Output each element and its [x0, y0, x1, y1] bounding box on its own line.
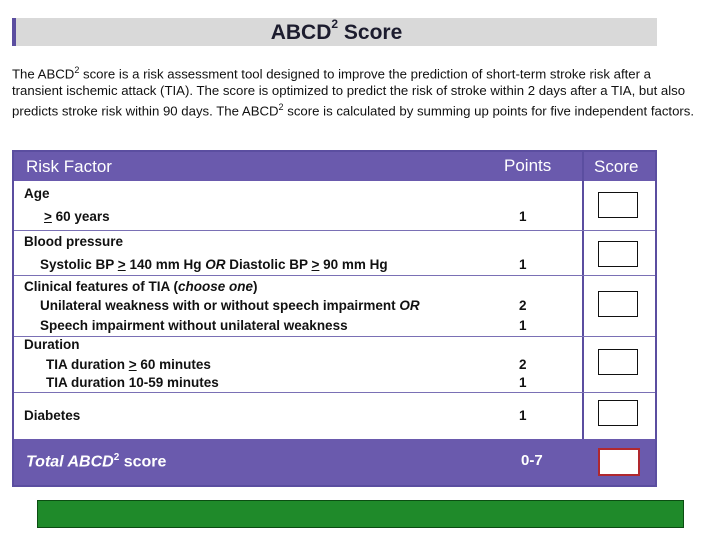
row-divider	[14, 336, 655, 337]
duration-line2: TIA duration 10-59 minutes	[46, 375, 219, 390]
clinical-points-2: 1	[519, 318, 527, 333]
duration-line1: TIA duration > 60 minutes	[46, 357, 211, 372]
table-header	[14, 152, 655, 181]
clinical-score-box[interactable]	[598, 291, 638, 317]
duration-points-1: 2	[519, 357, 527, 372]
clinical-line1: Unilateral weakness with or without speech impairment OR	[40, 298, 420, 313]
bp-detail: Systolic BP > 140 mm Hg OR Diastolic BP > 90 mm Hg	[40, 257, 388, 272]
clinical-title: Clinical features of TIA (choose one)	[24, 279, 258, 294]
duration-title: Duration	[24, 337, 80, 352]
header-points: Points	[504, 156, 552, 175]
header-risk-factor: Risk Factor	[26, 157, 112, 176]
total-range: 0-7	[521, 452, 543, 469]
intro-paragraph: The ABCD$^2$ score is a risk assessment tool designed to improve the prediction of short-term stroke risk after a transient ischemic attack (TIA). The score is optimized to predict the risk of stroke within 2 days after a TIA, but also predicts stroke risk within 90 days. The ABCD$^2$ score is calculated by summing up points for five independent factors.	[12, 65, 695, 119]
row-divider	[14, 230, 655, 231]
age-title: Age	[24, 186, 50, 201]
duration-points-2: 1	[519, 375, 527, 390]
diabetes-points: 1	[519, 408, 527, 423]
bp-title: Blood pressure	[24, 234, 124, 249]
column-divider	[582, 152, 584, 441]
duration-score-box[interactable]	[598, 349, 638, 375]
score-table	[12, 150, 657, 487]
green-banner	[37, 500, 684, 528]
age-points: 1	[519, 209, 527, 224]
total-label: Total ABCD$^2$ score	[26, 452, 167, 471]
total-score-box[interactable]	[598, 448, 640, 476]
total-row	[14, 439, 655, 485]
diabetes-score-box[interactable]	[598, 400, 638, 426]
bp-points: 1	[519, 257, 527, 272]
clinical-points-1: 2	[519, 298, 527, 313]
title-bar	[12, 18, 657, 46]
diabetes-title: Diabetes	[24, 408, 81, 423]
bp-score-box[interactable]	[598, 241, 638, 267]
header-score: Score	[594, 157, 639, 176]
page-title: ABCD$^2$ Score	[270, 17, 403, 44]
row-divider	[14, 275, 655, 276]
clinical-line2: Speech impairment without unilateral weakness	[40, 318, 348, 333]
age-score-box[interactable]	[598, 192, 638, 218]
row-divider	[14, 392, 655, 393]
age-detail: > 60 years	[44, 209, 110, 224]
